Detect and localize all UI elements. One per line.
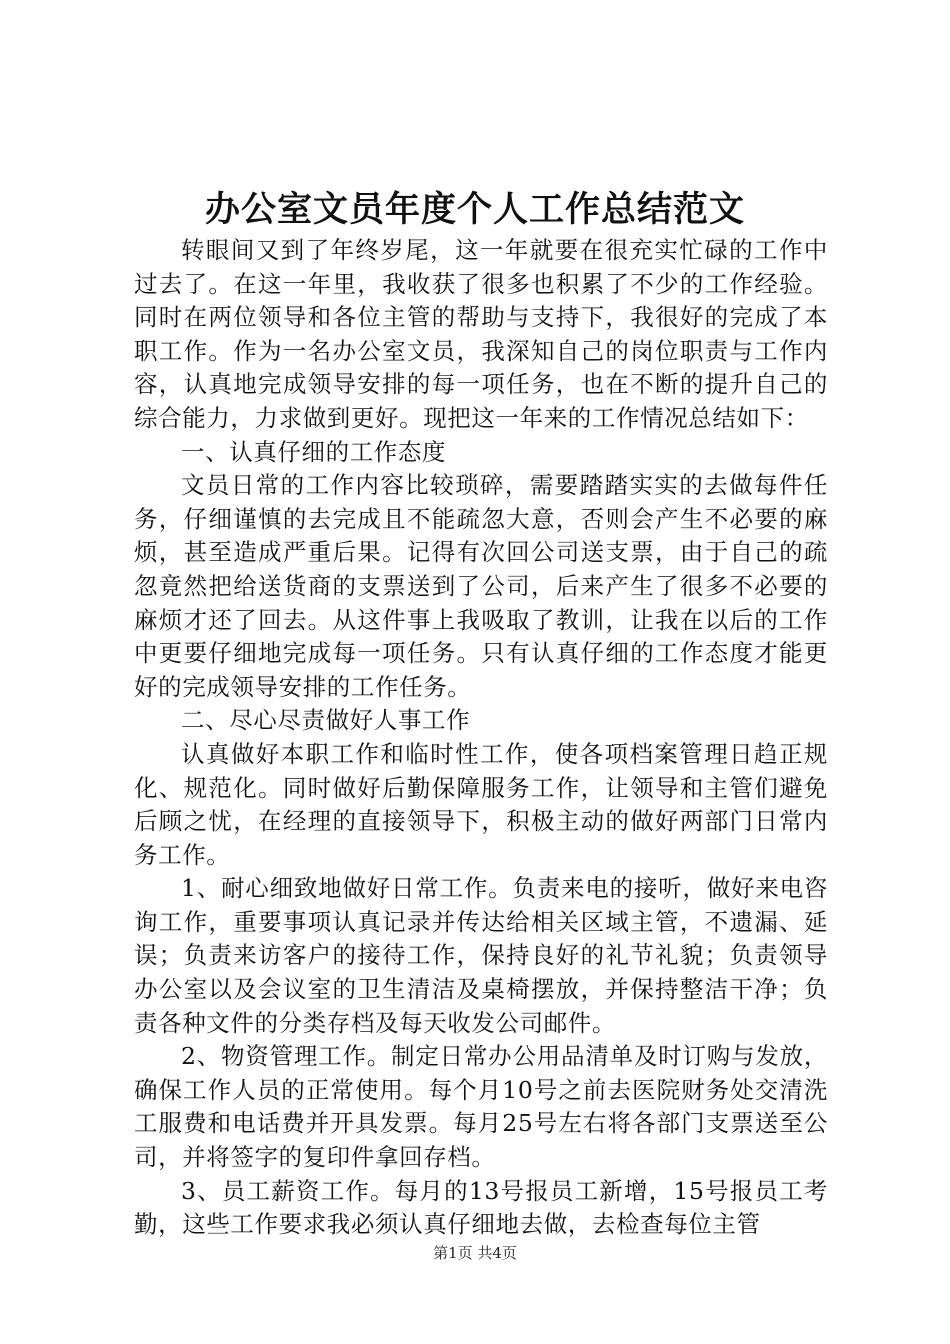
list-item-paragraph: 2、物资管理工作。制定日常办公用品清单及时订购与发放，确保工作人员的正常使用。每个月10号之前去医院财务处交清洗工服费和电话费并开具发票。每月25号左右将各部门支票送至公司，并将签字的复印件拿回存档。 — [134, 1042, 828, 1172]
list-item-paragraph: 3、员工薪资工作。每月的13号报员工新增，15号报员工考勤，这些工作要求我必须认真仔细地去做，去检查每位主管 — [134, 1176, 828, 1239]
section-heading-2: 二、尽心尽责做好人事工作 — [181, 706, 471, 735]
list-item-paragraph: 1、耐心细致地做好日常工作。负责来电的接听，做好来电咨询工作，重要事项认真记录并传达给相关区域主管，不遗漏、延误；负责来访客户的接待工作，保持良好的礼节礼貌；负责领导办公室以及会议室的卫生清洁及桌椅摆放，并保持整洁干净；负责各种文件的分类存档及每天收发公司邮件。 — [134, 874, 828, 1037]
document-body — [134, 234, 828, 1242]
body-paragraph: 文员日常的工作内容比较琐碎，需要踏踏实实的去做每件任务，仔细谨慎的去完成且不能疏忽大意，否则会产生不必要的麻烦，甚至造成严重后果。记得有次回公司送支票，由于自己的疏忽竟然把给送货商的支票送到了公司，后来产生了很多不必要的麻烦才还了回去。从这件事上我吸取了教训，让我在以后的工作中更要仔细地完成每一项任务。只有认真仔细的工作态度才能更好的完成领导安排的工作任务。 — [134, 471, 828, 701]
body-paragraph: 认真做好本职工作和临时性工作，使各项档案管理日趋正规化、规范化。同时做好后勤保障服务工作，让领导和主管们避免后顾之忧，在经理的直接领导下，积极主动的做好两部门日常内务工作。 — [134, 739, 828, 869]
page-footer: 第1页 共4页 — [433, 1244, 517, 1262]
document-title: 办公室文员年度个人工作总结范文 — [204, 189, 745, 230]
section-heading-1: 一、认真仔细的工作态度 — [181, 437, 447, 466]
intro-paragraph: 转眼间又到了年终岁尾，这一年就要在很充实忙碌的工作中过去了。在这一年里，我收获了很多也积累了不少的工作经验。同时在两位领导和各位主管的帮助与支持下，我很好的完成了本职工作。作为一名办公室文员，我深知自己的岗位职责与工作内容，认真地完成领导安排的每一项任务，也在不断的提升自己的综合能力，力求做到更好。现把这一年来的工作情况总结如下： — [134, 236, 828, 432]
